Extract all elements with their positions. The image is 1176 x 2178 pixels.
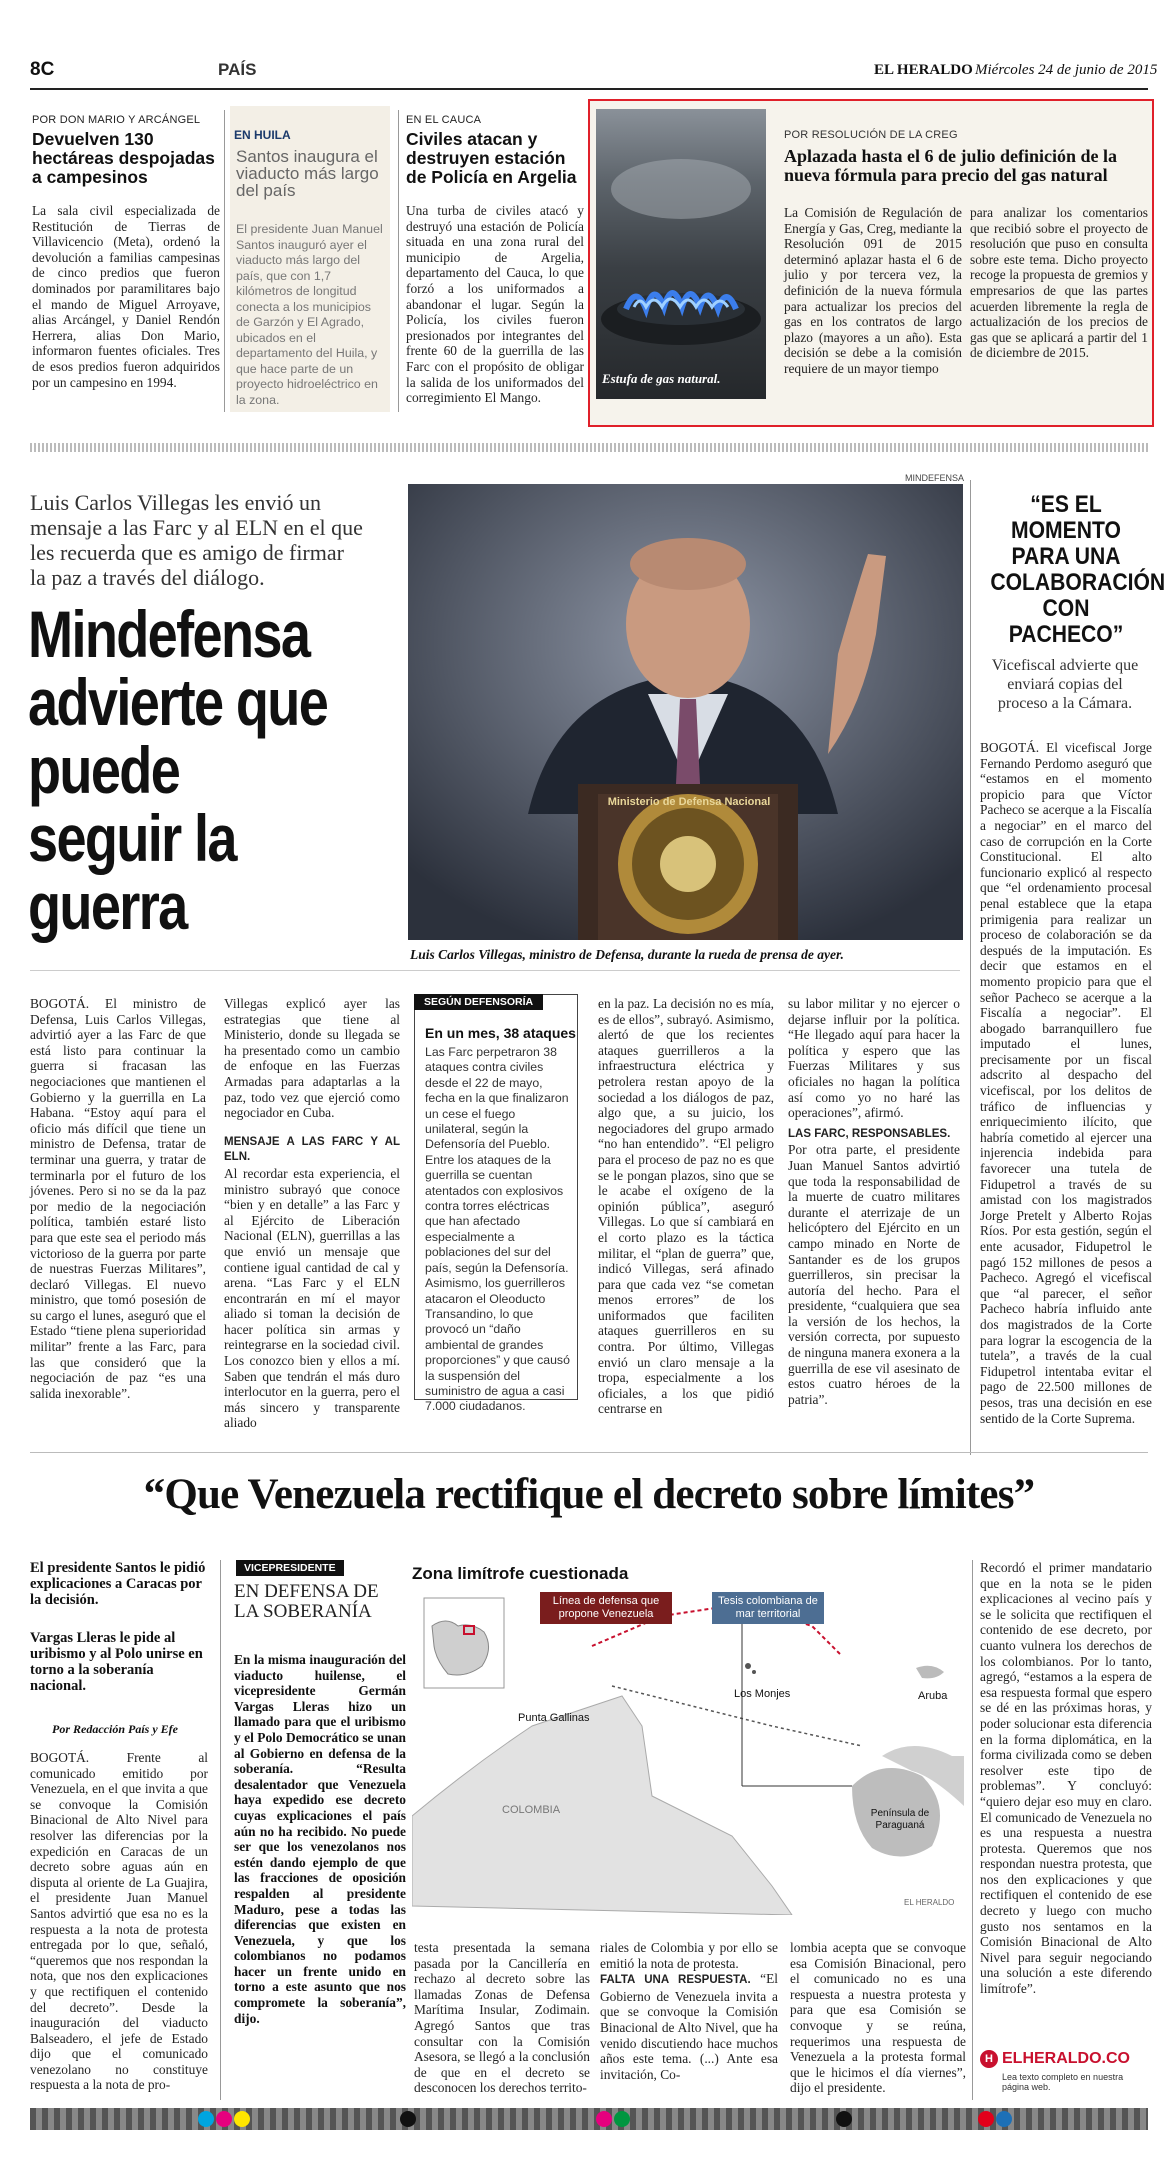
web-promo[interactable] <box>976 2046 1152 2092</box>
map-place-colombia: COLOMBIA <box>502 1804 561 1816</box>
border-map <box>412 1586 964 1915</box>
map-credit: EL HERALDO <box>904 1898 955 1907</box>
main-col-5-text: su labor militar y no ejercer o dejarse influir por la política. “He llegado aquí para hacer la política y espero que las Fuerzas Militares y sus oficiales no hagan la política así como yo no haré las operaciones”, afirmó. <box>788 996 960 1121</box>
bottom-lead-1: El presidente Santos le pidió explicaciones a Caracas por la decisión. <box>30 1560 206 1608</box>
box-kicker: SEGÚN DEFENSORÍA <box>414 994 543 1010</box>
bottom-col-c: lombia acepta que se convoque esa Comisión Binacional, pero el comunicado no es una respuesta a nuestra protesta y para que esa Comisión se convoque y se reúna, requerimos una respuesta de Venezuela a la protesta formal que le hicimos el día viernes”, dijo el presidente. <box>790 1940 966 2096</box>
masthead-date: Miércoles 24 de junio de 2015 <box>975 62 1158 78</box>
color-dot <box>198 2111 214 2127</box>
box-body: Las Farc perpetraron 38 ataques contra civiles desde el 22 de mayo, fecha en la que finalizaron un cese el fuego unilateral, según la Defensoría del Pueblo. Entre los ataques de la guerrilla se cuentan atentados con explosivos contra torres eléctricas que han afectado especialmente a poblaciones del sur del país, según la Defensoría. Asimismo, los guerrilleros atacaron el Oleoducto Transandino, lo que provocó un “daño ambiental de grandes proporciones” y que causó la suspensión del suministro de agua a casi 7.000 ciudadanos. <box>425 1045 570 1414</box>
main-col-2-subhead: MENSAJE A LAS FARC Y AL ELN. <box>224 1135 400 1164</box>
bottom-col-b-para <box>600 1971 778 2082</box>
main-col-5-subhead: LAS FARC, RESPONSABLES. <box>788 1127 951 1140</box>
brief-body-a: La Comisión de Regulación de Energía y Gas, Creg, mediante la Resolución 091 de 2015 determinó aplazar hasta el 6 de julio y por tercera vez, la definición de la nueva fórmula para actualizar los precios del gas en los contratos de largo plazo (mayores a un año). Esta decisión se debe a la comisión requiere de un mayor tiempo <box>784 205 962 376</box>
podium-seal-text: Ministerio de Defensa Nacional <box>607 796 771 808</box>
map-place-aruba: Aruba <box>918 1690 948 1702</box>
color-dot <box>996 2111 1012 2127</box>
map-place-punta-gallinas: Punta Gallinas <box>518 1712 590 1724</box>
brief-title: Civiles atacan y destruyen estación de Policía en Argelia <box>406 129 577 187</box>
brief-4-gas <box>588 99 1154 427</box>
color-dot <box>596 2111 612 2127</box>
brief-kicker: POR RESOLUCIÓN DE LA CREG <box>784 129 958 141</box>
bottom-headline: “Que Venezuela rectifique el decreto sobre límites” <box>143 1471 1035 1518</box>
main-col-2 <box>224 996 400 1431</box>
photo-caption: Estufa de gas natural. <box>602 371 721 386</box>
main-deck: Luis Carlos Villegas les envió un mensaje a las Farc y al ELN en el que les recuerda que es amigo de firmar la paz a través del diálogo. <box>30 490 363 590</box>
main-headline: Mindefensa advierte que puede seguir la guerra <box>28 597 328 943</box>
bottom-col-d: Recordó el primer mandatario que en la nota se le piden explicaciones al vecino país y se le solicita que rectifiquen el contenido de ese decreto, por cuanto vulnera los derechos de los colombianos. Por lo tanto, agregó, “estamos a la espera de esa respuesta formal que espero se dé en las próximas horas, y poder solucionar esta diferencia en la forma diplomática, en la forma civilizada como se deben resolver este tipo de problemas”. Y concluyó: “quiero dejar eso muy en claro. El comunicado de Venezuela no es una respuesta a nuestra protesta. Queremos que nos respondan nuestra protesta, que nos den explicaciones y que rectifiquen el contenido de ese decreto y luego con mucho gusto nos sentamos en la Comisión Binacional de Alto Nivel para seguir negociando una solución a este diferendo limítrofe”. <box>980 1560 1152 1997</box>
map-figure <box>412 1560 964 1915</box>
vp-box-body: En la misma inauguración del viaducto huilense, el vicepresidente Germán Vargas Lleras hizo un llamado para que el uribismo y el Polo Democrático se unan al Gobierno en defensa de la soberanía. “Resulta desalentador que Venezuela haya expedido ese decreto cuyas explicaciones el país aún no ha recibido. No puede ser que los venezolanos nos estén dando ejemplo de que las fracciones de oposición respalden al presidente Maduro, pese a todas las diferencias que existen en Venezuela, y que los colombianos no podamos hacer un frente unido en torno a este asunto que nos compromete la soberanía”, dijo. <box>234 1652 406 2026</box>
side-body: BOGOTÁ. El vicefiscal Jorge Fernando Perdomo aseguró que “estamos en el momento propicio para que Víctor Pacheco se acerque a la Fiscalía a negociar” en el marco del caso de corrupción en la Corte Constitucional. El alto funcionario explicó al respecto que “el ordenamiento procesal penal establece que la etapa primigenia para realizar un proceso de colaboración se da después de la imputación. Es decir que estamos en el momento propicio para que el señor Pacheco se acerque a la Fiscalía a negociar”. El abogado barranquillero fue imputado el lunes, precisamente por un fiscal adscrito al despacho del vicefiscal, por los delitos de tráfico de influencias y enriquecimiento ilícito, que habría cometido al ejercer una injerencia indebida para favorecer una tutela de Fidupetrol a través de su amistad con los magistrados Jorge Pretelt y Alberto Rojas Ríos. Por esta gestión, según el ente acusador, Fidupetrol le pagó 152 millones de pesos a Pacheco. Agregó el vicefiscal que “al parecer, el señor Pacheco habría influido ante dos magistrados de la Corte para lograr la escogencia de la tutela”, a través de la cual Fidupetrol intentaba evitar el pago de 22.500 millones de pesos, tras una decisión en ese sentido de la Corte Suprema. <box>980 740 1152 1426</box>
defensoria-box <box>414 994 578 1414</box>
main-col-2b-text: Al recordar esta experiencia, el ministro subrayó que conoce “bien y en detalle” a las Farc y al Ejército de Liberación Nacional (ELN), guerrillas a las que envió un mensaje que contiene igual cantidad de cal y arena. “Las Farc y el ELN encontrarán en mí el mayor aliado si toman la decisión de hacer política sin armas y reintegrarse en la sociedad civil. Los conozco bien y ellos a mí. Saben que tendrán el más duro interlocutor en la guerra, pero el más sincero y transparente aliado <box>224 1165 400 1431</box>
brief-body: Una turba de civiles atacó y destruyó una estación de Policía situada en una zona rural del municipio de Argelia, departamento del Cauca, lo que forzó a los uniformados a abandonar el lugar. Según la Policía, los civiles fueron presionados por integrantes del frente 60 de la guerrilla de las Farc con el propósito de obligar la salida de los uniformados del corregimiento El Mango. <box>406 203 584 406</box>
minister-photo <box>408 484 963 940</box>
map-legend-colombia: Tesis colombiana de mar territorial <box>712 1592 824 1624</box>
section-label: PAÍS <box>218 60 257 79</box>
bottom-col-b-text: riales de Colombia y por ello se emitió la nota de protesta. <box>600 1940 778 1971</box>
map-place-paraguana: Península de Paraguaná <box>870 1808 930 1831</box>
vp-box-kicker: VICEPRESIDENTE <box>236 1560 344 1576</box>
side-quote: “ES EL MOMENTO PARA UNA COLABORACIÓN CON PACHECO” <box>990 491 1166 648</box>
brief-2 <box>230 106 390 412</box>
photo-caption: Luis Carlos Villegas, ministro de Defensa, durante la rueda de prensa de ayer. <box>410 947 844 962</box>
map-legend-venezuela: Línea de defensa que propone Venezuela <box>540 1592 672 1624</box>
print-registration-bar <box>30 2108 1148 2130</box>
bottom-col-b2-text: “El Gobierno de Venezuela invita a que se convoque la Comisión Binacional de Alto Nivel, que ha venido discutiendo hace muchos años este tema. (...) Ante esa invitación, Co- <box>600 1971 778 2082</box>
bottom-col-a: testa presentada la semana pasada por la Cancillería en rechazo al decreto sobre las llamadas Zonas de Defensa Marítima Insular, Zodimain. Agregó Santos que tras consultar con la Comisión Asesora, se llegó a la conclusión de que en el decreto se desconocen los derechos territo- <box>414 1940 590 2096</box>
vp-box-title: EN DEFENSA DE LA SOBERANÍA <box>234 1581 379 1622</box>
color-dot <box>400 2111 416 2127</box>
side-deck: Vicefiscal advierte que enviará copias del proceso a la Cámara. <box>991 657 1139 712</box>
page-number: 8C <box>30 59 55 80</box>
masthead-brand: EL HERALDO <box>874 62 973 78</box>
heraldo-logo-icon: H <box>980 2050 998 2068</box>
main-col-2-text: Villegas explicó ayer las estrategias que tiene al Ministerio, donde su llegada se ha presentado como un cambio de enfoque en las Fuerzas Armadas para adaptarlas a la paz, todo vez que ejerció como negociador en Cuba. <box>224 996 400 1121</box>
gas-flame-icon <box>596 109 766 399</box>
bottom-byline: Por Redacción País y Efe <box>52 1722 178 1736</box>
color-dot <box>216 2111 232 2127</box>
brief-body-b: para analizar los comentarios que recibió sobre el proyecto de resolución que puso en consulta sobre este tema. Dicho proyecto recoge la propuesta de gremios y empresarios de que las partes acuerden libremente la regla de actualización de los precios de gas que se aplicará a partir del 1 de diciembre de 2015. <box>970 205 1148 361</box>
brief-kicker: EN HUILA <box>234 128 291 142</box>
brief-title: Devuelven 130 hectáreas despojadas a campesinos <box>32 129 215 187</box>
main-col-5 <box>788 996 960 1407</box>
brief-kicker: POR DON MARIO Y ARCÁNGEL <box>32 114 201 126</box>
color-dot <box>978 2111 994 2127</box>
color-dot <box>234 2111 250 2127</box>
map-place-los-monjes: Los Monjes <box>734 1688 791 1700</box>
gas-stove-photo <box>596 109 766 399</box>
photo-credit: MINDEFENSA <box>905 473 965 483</box>
color-dot <box>614 2111 630 2127</box>
brief-title: Aplazada hasta el 6 de julio definición de la nueva fórmula para precio del gas natural <box>784 146 1118 185</box>
main-col-1: BOGOTÁ. El ministro de Defensa, Luis Carlos Villegas, advirtió ayer a las Farc de que está listo para continuar la guerra si fracasan las negociaciones que mantienen el Gobierno y la guerrilla en La Habana. “Estoy aquí para el oficio más difícil que tiene un ministro de Defensa, tratar de terminar una guerra, y tratar de terminarla por el futuro de los jóvenes. Pero si no se da la paz por medio de la negociación política, también estaré listo para que este sea el periodo más victorioso de la guerra por parte de nuestras Fuerzas Militares”, declaró Villegas. El nuevo ministro, que tomó posesión de su cargo el lunes, aseguró que el Estado “tiene plena superioridad militar” frente a las Farc, para las que consideró que la negociación de paz “es una salida inexorable”. <box>30 996 206 1401</box>
brief-body: La sala civil especializada de Restitución de Tierras de Villavicencio (Meta), ordenó la devolución a familias campesinas de cinco predios que fueron dominados por paramilitares bajo el mando de Miguel Arroyave, alias Arcángel, y Daniel Rendón Herrera, alias Don Mario, informaron fuentes oficiales. Tres de esos predios fueron adquiridos por un campesino en 1994. <box>32 203 220 390</box>
bottom-lead-2: Vargas Lleras le pide al uribismo y al Polo unirse en torno a la soberanía nacional. <box>30 1630 203 1694</box>
brief-title: Santos inaugura el viaducto más largo del país <box>236 147 379 200</box>
box-title: En un mes, 38 ataques <box>425 1025 576 1041</box>
promo-text: Lea texto completo en nuestra página web. <box>1002 2072 1124 2092</box>
brief-kicker: EN EL CAUCA <box>406 114 482 126</box>
bottom-col-b-subhead: FALTA UNA RESPUESTA. <box>600 1974 751 1987</box>
bottom-col-b <box>600 1940 778 2082</box>
promo-brand: ELHERALDO.CO <box>1002 2050 1130 2067</box>
main-col-5b-text: Por otra parte, el presidente Juan Manuel Santos advirtió que toda la responsabilidad de la muerte de cuatro militares durante el aterrizaje de un helicóptero del Ejército en un campo minado en Norte de Santander es de los grupos guerrilleros, sin precisar la autoría del hecho. Para el presidente, “cualquiera que sea la versión de los hechos, la versión correcta, por supuesto de ninguna manera exonera a la guerrilla de ese vil asesinato de estos cuatro héroes de la patria”. <box>788 1142 960 1407</box>
main-col-4: en la paz. La decisión no es mía, es de ellos”, subrayó. Asimismo, alertó de que los recientes ataques guerrilleros a la infraestructura eléctrica y petrolera restan apoyo de la sociedad a los diálogos de paz, algo que, a su juicio, los negociadores del grupo armado “no han entendido”. “El peligro para el proceso de paz no es que se le pongan plazos, sino que se le acabe el oxígeno de la opinión pública”, aseguró Villegas. Lo que sí cambiará en el corto plazo es la táctica militar, el “plan de guerra” que, indicó Villegas, será afinado para que cada vez “se cometan menos errores” de los uniformados que faciliten ataques guerrilleros en su contra. Por último, Villegas envió un claro mensaje a la tropa, especialmente a los oficiales, a los que pidió centrarse en <box>598 996 774 1417</box>
color-dot <box>836 2111 852 2127</box>
bottom-col-1: BOGOTÁ. Frente al comunicado emitido por Venezuela, en el que invita a que se convoque la Comisión Binacional de Alto Nivel para resolver las diferencias por la expedición en Caracas de un decreto sobre aguas aún en disputa al oriente de La Guajira, el presidente Juan Manuel Santos advirtió que esa no es la respuesta a la nota de protesta entregada por lo que, señaló, “queremos que nos respondan la nota, que nos den explicaciones y que rectifiquen el contenido del decreto”. Desde la inauguración del viaducto Balseadero, el jefe de Estado dijo que el comunicado venezolano no constituye respuesta a la nota de pro- <box>30 1750 208 2093</box>
map-title: Zona limítrofe cuestionada <box>412 1564 629 1583</box>
brief-body: El presidente Juan Manuel Santos inauguró ayer el viaducto más largo del país, que con 1,7 kilómetros de longitud conecta a los municipios de Garzón y El Agrado, ubicados en el departamento del Huila, y que hace parte de un proyecto hidroeléctrico en la zona. <box>236 222 383 407</box>
